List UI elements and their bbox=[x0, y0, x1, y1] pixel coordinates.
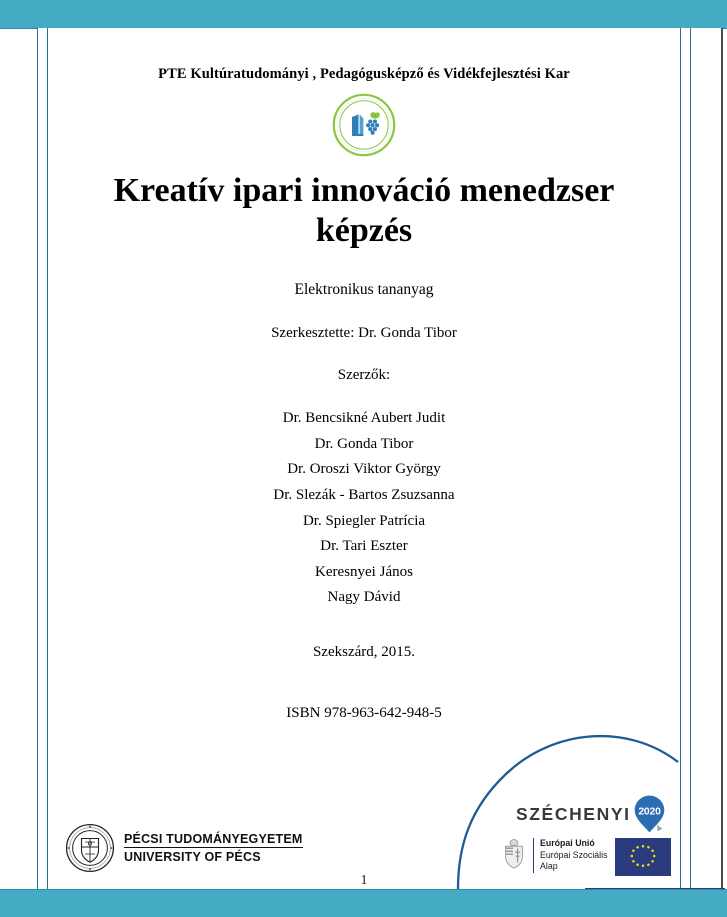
list-item: Keresnyei János bbox=[315, 563, 413, 580]
bottom-accent-band bbox=[0, 889, 727, 917]
authors-label: Szerzők: bbox=[337, 367, 391, 384]
list-item: Nagy Dávid bbox=[327, 589, 401, 606]
editor-line: Szerkesztette: Dr. Gonda Tibor bbox=[271, 325, 457, 342]
subtitle: Elektronikus tananyag bbox=[294, 281, 434, 299]
eu-fund-line-1: Európai Unió bbox=[540, 838, 595, 848]
svg-text:2020: 2020 bbox=[637, 806, 661, 818]
szechenyi-logo bbox=[516, 794, 666, 834]
page-number: 1 bbox=[360, 873, 368, 888]
faculty-heading: PTE Kultúratudományi , Pedagógusképző és Vidékfejlesztési Kar bbox=[158, 66, 570, 82]
map-pin-icon bbox=[633, 794, 666, 834]
pte-seal-icon bbox=[65, 823, 115, 873]
szechenyi-wordmark: SZÉCHENYI bbox=[516, 803, 631, 824]
hungary-coat-of-arms-icon bbox=[502, 838, 526, 869]
list-item: Dr. Slezák - Bartos Zsuzsanna bbox=[273, 487, 455, 503]
european-union-flag-icon bbox=[615, 838, 671, 876]
eu-fund-line-2: Európai Szociális bbox=[540, 849, 608, 860]
pte-logo-line-en: UNIVERSITY OF PÉCS bbox=[124, 850, 261, 864]
eu-fund-line-3: Alap bbox=[540, 861, 558, 871]
right-outer-rule bbox=[690, 28, 691, 889]
right-inner-rule bbox=[680, 28, 681, 889]
page-content bbox=[48, 28, 680, 889]
faculty-seal-icon bbox=[332, 93, 396, 157]
top-accent-band bbox=[0, 0, 727, 29]
list-item: Dr. Oroszi Viktor György bbox=[287, 461, 441, 478]
list-item: Dr. Gonda Tibor bbox=[314, 435, 414, 452]
list-item: Dr. Bencsikné Aubert Judit bbox=[282, 410, 446, 427]
pte-logo-text bbox=[124, 832, 303, 864]
authors-list bbox=[48, 406, 680, 611]
pte-university-logo bbox=[65, 823, 303, 873]
eu-fund-text bbox=[533, 838, 607, 873]
place-and-year: Szekszárd, 2015. bbox=[312, 643, 416, 660]
list-item: Dr. Tari Eszter bbox=[320, 538, 408, 555]
page-title: Kreatív ipari innováció menedzser képzés bbox=[113, 172, 615, 250]
faculty-seal-wrap bbox=[48, 93, 680, 159]
list-item: Dr. Spiegler Patrícia bbox=[302, 512, 426, 529]
isbn-line: ISBN 978-963-642-948-5 bbox=[286, 704, 442, 721]
left-outer-rule bbox=[37, 28, 38, 889]
szechenyi-funding-block bbox=[430, 716, 680, 889]
eu-funding-row bbox=[502, 838, 671, 876]
pte-logo-line-hu: PÉCSI TUDOMÁNYEGYETEM bbox=[124, 832, 303, 846]
